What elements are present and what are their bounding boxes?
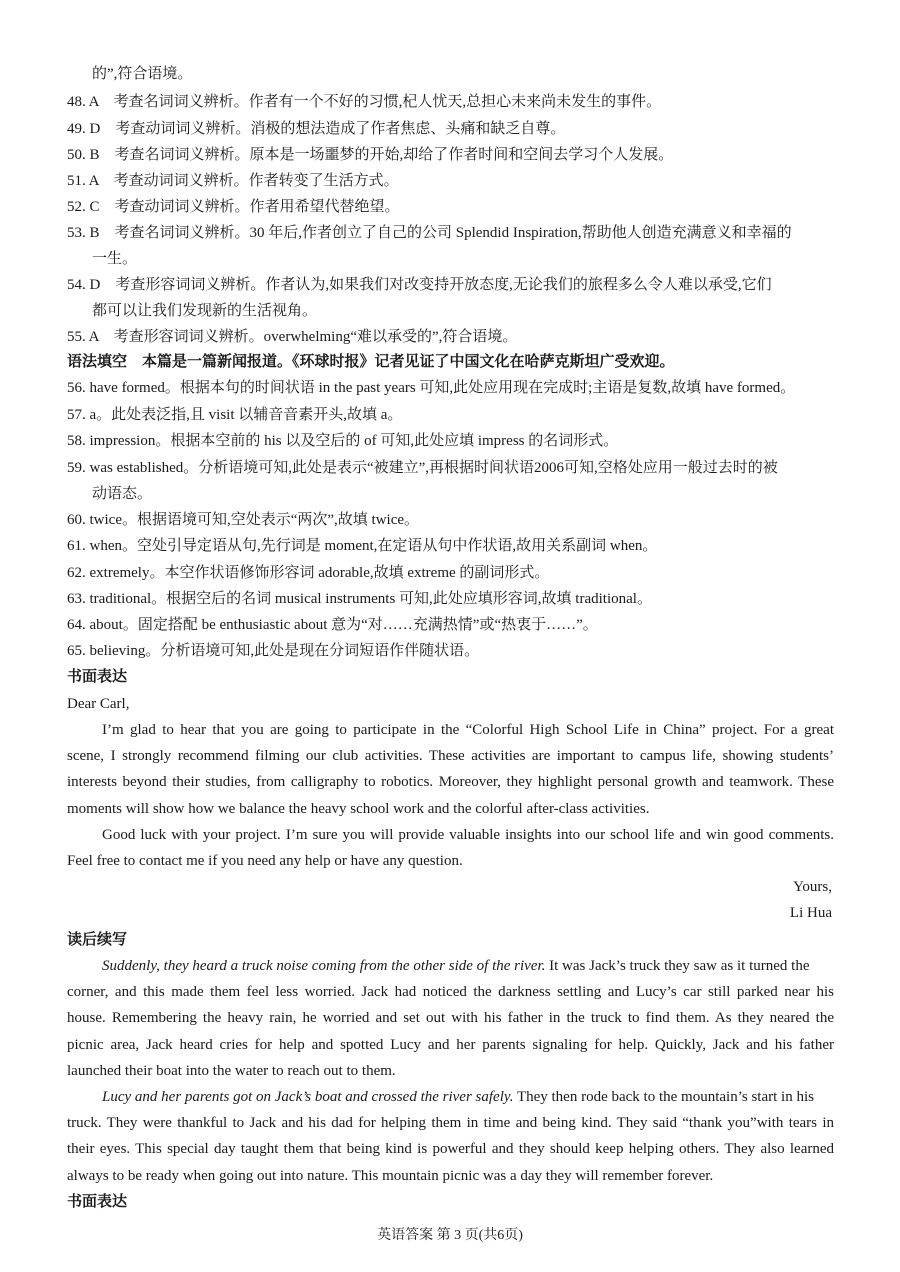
answer-48: 48. A 考查名词词义辨析。作者有一个不好的习惯,杞人忧天,总担心未来尚未发生的事件。 xyxy=(67,94,662,110)
writing-heading: 书面表达 xyxy=(67,669,128,685)
answer-56: 56. have formed。根据本句的时间状语 in the past years 可知,此处应用现在完成时;主语是复数,故填 have formed。 xyxy=(67,380,796,396)
letter-closing: Yours, xyxy=(793,879,832,895)
continuation-p1-line: launched their boat into the water to reach out to them. xyxy=(67,1063,396,1079)
continuation-p1-line: Suddenly, they heard a truck noise coming from the other side of the river. It was Jack’s truck they saw as it turned the xyxy=(102,958,810,974)
continuation-p1-line: corner, and this made them feel less worried. Jack had noticed the darkness settling and Lucy’s car still parked near his xyxy=(67,984,834,1000)
letter-salutation: Dear Carl, xyxy=(67,696,130,712)
answer-50: 50. B 考查名词词义辨析。原本是一场噩梦的开始,却给了作者时间和空间去学习个人发展。 xyxy=(67,147,674,163)
continuation-p2-line: truck. They were thankful to Jack and his dad for helping them in time and being kind. They said “thank you”with tears in xyxy=(67,1115,834,1131)
given-opening-sentence: Lucy and her parents got on Jack’s boat and crossed the river safely. xyxy=(102,1089,514,1105)
continuation-p1-line: house. Remembering the heavy rain, he worried and set out with his father in the truck to find them. As they neared the xyxy=(67,1010,834,1026)
answer-line: 的”,符合语境。 xyxy=(92,66,193,82)
writing-heading-2: 书面表达 xyxy=(67,1194,128,1210)
answer-51: 51. A 考查动词词义辨析。作者转变了生活方式。 xyxy=(67,173,399,189)
answer-54-cont: 都可以让我们发现新的生活视角。 xyxy=(92,303,318,319)
answer-58: 58. impression。根据本空前的 his 以及空后的 of 可知,此处应填 impress 的名词形式。 xyxy=(67,433,619,449)
answer-59-cont: 动语态。 xyxy=(92,486,153,502)
continuation-p2-line: always to be ready when going out into nature. This mountain picnic was a day they will remember forever. xyxy=(67,1168,714,1184)
letter-p1-line: scene, I strongly recommend filming our club activities. These activities are important to campus life, showing students’ xyxy=(67,748,834,764)
continuation-p2-line: their eyes. This special day taught them that being kind is powerful and they should keep helping others. They also learned xyxy=(67,1141,834,1157)
answer-49: 49. D 考查动词词义辨析。消极的想法造成了作者焦虑、头痛和缺乏自尊。 xyxy=(67,121,566,137)
continuation-p1-line: picnic area, Jack heard cries for help and spotted Lucy and her parents signaling for help. Quickly, Jack and his father xyxy=(67,1037,834,1053)
letter-p2-line: Feel free to contact me if you need any help or have any question. xyxy=(67,853,463,869)
letter-p1-line: interests beyond their studies, from calligraphy to robotics. Moreover, they highlight personal growth and teamwork. These xyxy=(67,774,834,790)
answer-52: 52. C 考查动词词义辨析。作者用希望代替绝望。 xyxy=(67,199,400,215)
answer-63: 63. traditional。根据空后的名词 musical instruments 可知,此处应填形容词,故填 traditional。 xyxy=(67,591,652,607)
continuation-p2-line: Lucy and her parents got on Jack’s boat and crossed the river safely. They then rode back to the mountain’s start in his xyxy=(102,1089,814,1105)
answer-61: 61. when。空处引导定语从句,先行词是 moment,在定语从句中作状语,故用关系副词 when。 xyxy=(67,538,658,554)
answer-64: 64. about。固定搭配 be enthusiastic about 意为“对……充满热情”或“热衷于……”。 xyxy=(67,617,598,633)
answer-65: 65. believing。分析语境可知,此处是现在分词短语作伴随状语。 xyxy=(67,643,480,659)
letter-p1-line: I’m glad to hear that you are going to participate in the “Colorful High School Life in China” project. For a great xyxy=(102,722,834,738)
answer-53-cont: 一生。 xyxy=(92,251,138,267)
answer-62: 62. extremely。本空作状语修饰形容词 adorable,故填 extreme 的副词形式。 xyxy=(67,565,550,581)
letter-p2-line: Good luck with your project. I’m sure you will provide valuable insights into our school life and win good comments. xyxy=(102,827,834,843)
continuation-heading: 读后续写 xyxy=(67,932,128,948)
grammar-heading: 语法填空 本篇是一篇新闻报道。《环球时报》记者见证了中国文化在哈萨克斯坦广受欢迎。 xyxy=(67,354,675,370)
letter-p1-line: moments will show how we balance the heavy school work and the colorful after-class activities. xyxy=(67,801,650,817)
answer-60: 60. twice。根据语境可知,空处表示“两次”,故填 twice。 xyxy=(67,512,420,528)
answer-54: 54. D 考查形容词词义辨析。作者认为,如果我们对改变持开放态度,无论我们的旅程多么令人难以承受,它们 xyxy=(67,277,772,293)
answer-57: 57. a。此处表泛指,且 visit 以辅音音素开头,故填 a。 xyxy=(67,407,403,423)
answer-59: 59. was established。分析语境可知,此处是表示“被建立”,再根据时间状语2006可知,空格处应用一般过去时的被 xyxy=(67,460,778,476)
given-opening-sentence: Suddenly, they heard a truck noise coming from the other side of the river. xyxy=(102,958,546,974)
letter-signature: Li Hua xyxy=(789,905,832,921)
answer-53: 53. B 考查名词词义辨析。30 年后,作者创立了自己的公司 Splendid Inspiration,帮助他人创造充满意义和幸福的 xyxy=(67,225,792,241)
page-footer: 英语答案 第 3 页(共6页) xyxy=(377,1228,523,1243)
answer-55: 55. A 考查形容词词义辨析。overwhelming“难以承受的”,符合语境。 xyxy=(67,329,518,345)
